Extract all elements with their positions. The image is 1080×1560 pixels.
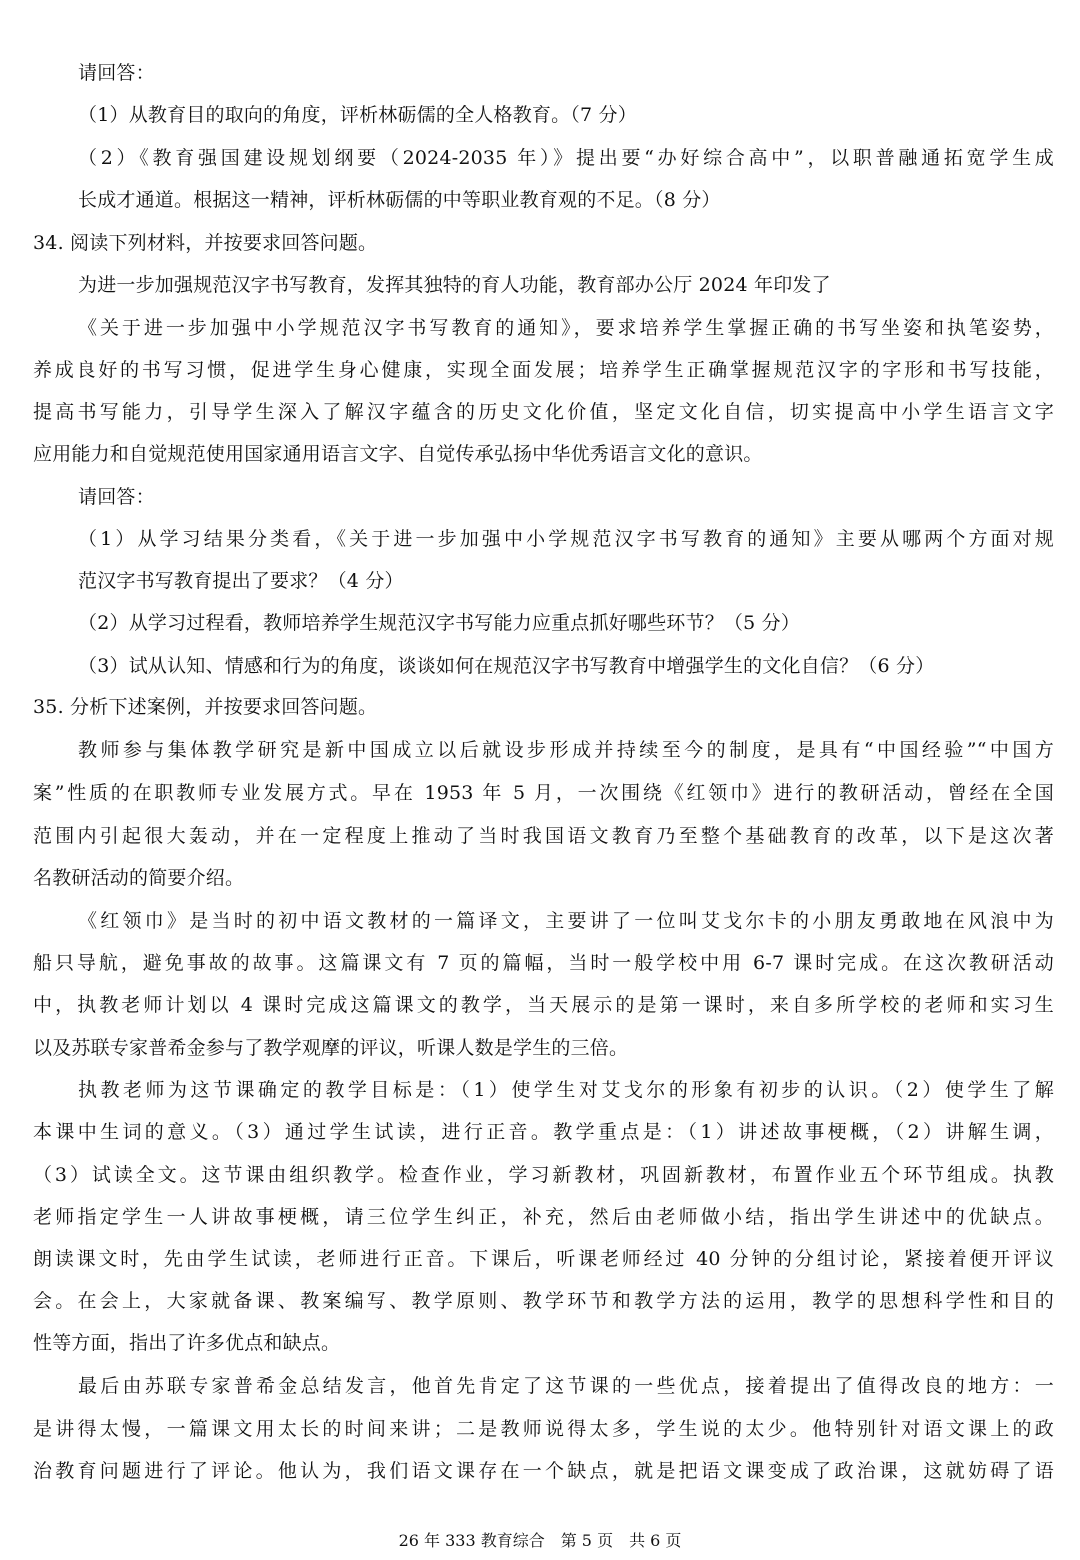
q34-sub1-line2: 范汉字书写教育提出了要求？（4 分） bbox=[78, 570, 404, 592]
q35-case-line: 《红领巾》是当时的初中语文教材的一篇译文，主要讲了一位叫艾戈尔卡的小朋友勇敢地在风浪中为 bbox=[78, 910, 1054, 932]
page-footer: 26 年 333 教育综合 第 5 页 共 6 页 bbox=[398, 1531, 682, 1550]
q34-material-line: 应用能力和自觉规范使用国家通用语言文字、自觉传承弘扬中华优秀语言文化的意识。 bbox=[33, 443, 763, 465]
q35-case-line: 朗读课文时，先由学生试读，老师进行正音。下课后，听课老师经过 40 分钟的分组讨论，紧接着便开评议 bbox=[33, 1248, 1054, 1270]
q34-material-line: 为进一步加强规范汉字书写教育，发挥其独特的育人功能，教育部办公厅 2024 年印发了 bbox=[78, 274, 831, 296]
q34-sub2: （2）从学习过程看，教师培养学生规范汉字书写能力应重点抓好哪些环节？（5 分） bbox=[78, 612, 801, 634]
q34-sub1-line1: （1）从学习结果分类看，《关于进一步加强中小学规范汉字书写教育的通知》主要从哪两个方面对规 bbox=[78, 528, 1054, 550]
q35-case-line: 是讲得太慢，一篇课文用太长的时间来讲；二是教师说得太多，学生说的太少。他特别针对语文课上的政 bbox=[33, 1418, 1054, 1440]
q35-case-line: 执教老师为这节课确定的教学目标是：（1）使学生对艾戈尔的形象有初步的认识。（2）使学生了解 bbox=[78, 1079, 1054, 1101]
q35-case-line: 最后由苏联专家普希金总结发言，他首先肯定了这节课的一些优点，接着提出了值得改良的地方：一 bbox=[78, 1375, 1054, 1397]
q35-case-line: 案”性质的在职教师专业发展方式。早在 1953 年 5 月，一次围绕《红领巾》进行的教研活动，曾经在全国 bbox=[33, 782, 1054, 804]
q35-case-line: 性等方面，指出了许多优点和缺点。 bbox=[33, 1332, 341, 1354]
q34-prompt: 请回答： bbox=[78, 486, 155, 508]
q35-case-line: 范围内引起很大轰动，并在一定程度上推动了当时我国语文教育乃至整个基础教育的改革，以下是这次著 bbox=[33, 825, 1054, 847]
q35-case-line: 教师参与集体教学研究是新中国成立以后就设步形成并持续至今的制度，是具有“中国经验”“中国方 bbox=[78, 739, 1054, 761]
q35-case-line: 中，执教老师计划以 4 课时完成这篇课文的教学，当天展示的是第一课时，来自多所学校的老师和实习生 bbox=[33, 994, 1054, 1016]
q35-case-line: 船只导航，避免事故的故事。这篇课文有 7 页的篇幅，当时一般学校中用 6-7 课时完成。在这次教研活动 bbox=[33, 952, 1054, 974]
q35-case-line: 治教育问题进行了评论。他认为，我们语文课存在一个缺点，就是把语文课变成了政治课，这就妨碍了语 bbox=[33, 1460, 1054, 1482]
q33-sub2-line1: （2）《教育强国建设规划纲要（2024-2035 年）》提出要“办好综合高中”，以职普融通拓宽学生成 bbox=[78, 147, 1054, 169]
q33-sub1: （1）从教育目的取向的角度，评析林砺儒的全人格教育。（7 分） bbox=[78, 104, 637, 126]
q35-case-line: 名教研活动的简要介绍。 bbox=[33, 867, 245, 889]
q34-material-line: 养成良好的书写习惯，促进学生身心健康，实现全面发展；培养学生正确掌握规范汉字的字形和书写技能， bbox=[33, 359, 1054, 381]
q35-case-line: 以及苏联专家普希金参与了教学观摩的评议，听课人数是学生的三倍。 bbox=[33, 1037, 629, 1059]
q33-sub2-line2: 长成才通道。根据这一精神，评析林砺儒的中等职业教育观的不足。（8 分） bbox=[78, 189, 721, 211]
q35-case-line: 会。在会上，大家就备课、教案编写、教学原则、教学环节和教学方法的运用，教学的思想科学性和目的 bbox=[33, 1290, 1054, 1312]
q34-sub3: （3）试从认知、情感和行为的角度，谈谈如何在规范汉字书写教育中增强学生的文化自信？（6 分） bbox=[78, 655, 935, 677]
q34-material-line: 提高书写能力，引导学生深入了解汉字蕴含的历史文化价值，坚定文化自信，切实提高中小学生语言文字 bbox=[33, 401, 1054, 423]
q35-case-line: 本课中生词的意义。（3）通过学生试读，进行正音。教学重点是：（1）讲述故事梗概，（2）讲解生调， bbox=[33, 1121, 1054, 1143]
q35-case-line: 老师指定学生一人讲故事梗概，请三位学生纠正，补充，然后由老师做小结，指出学生讲述中的优缺点。 bbox=[33, 1206, 1054, 1228]
q33-prompt: 请回答： bbox=[78, 62, 155, 84]
q34-material-line: 《关于进一步加强中小学规范汉字书写教育的通知》，要求培养学生掌握正确的书写坐姿和执笔姿势， bbox=[78, 317, 1054, 339]
q35-case-line: （3）试读全文。这节课由组织教学。检查作业，学习新教材，巩固新教材，布置作业五个环节组成。执教 bbox=[33, 1164, 1054, 1186]
q34-heading: 34. 阅读下列材料，并按要求回答问题。 bbox=[33, 232, 378, 254]
q35-heading: 35. 分析下述案例，并按要求回答问题。 bbox=[33, 696, 378, 718]
